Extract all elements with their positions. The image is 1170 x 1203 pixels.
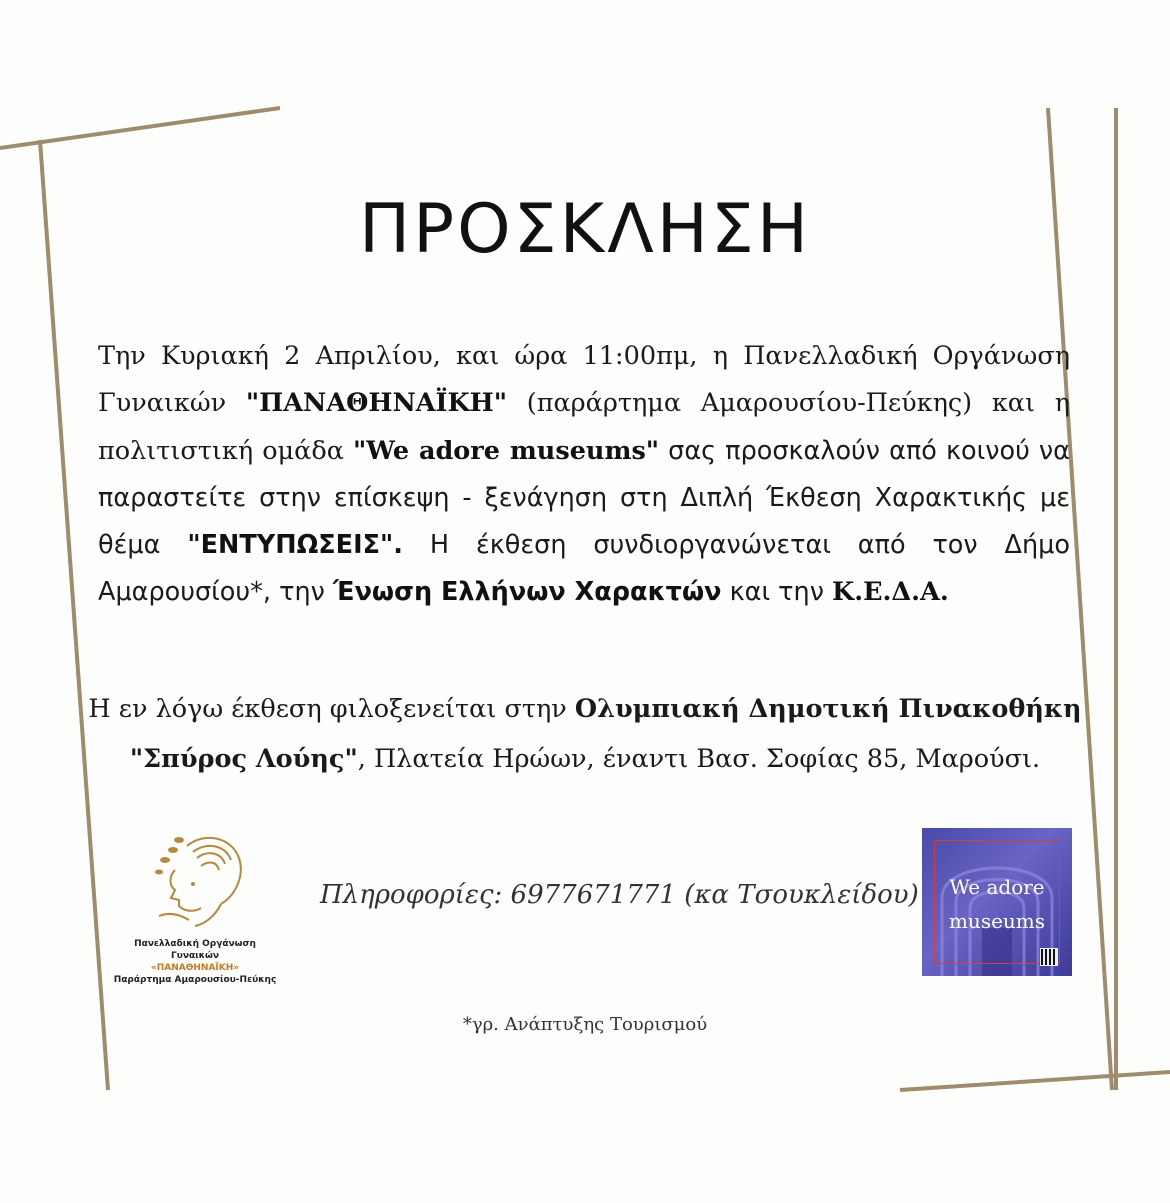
p1-bold-organization: "ΠΑΝΑΘΗΝΑΪΚΗ" xyxy=(245,388,508,419)
qr-code-icon xyxy=(1040,948,1058,966)
logo-caption-line1: Πανελλαδική Οργάνωση Γυναικών xyxy=(134,939,256,961)
panathinaiki-logo-caption xyxy=(110,938,280,986)
logo-caption-line2: «ΠΑΝΑΘΗΝΑΪΚΗ» xyxy=(150,963,240,973)
goddess-head-icon xyxy=(135,826,255,936)
p2-text-2: , Πλατεία Ηρώων, έναντι Βασ. Σοφίας 85, Μαρούσι. xyxy=(357,744,1041,774)
p2-text-1: Η εν λόγω έκθεση φιλοξενείται στην xyxy=(88,694,575,724)
panathinaiki-logo xyxy=(110,826,280,986)
p1-bold-keda: Κ.Ε.Δ.Α. xyxy=(832,577,949,608)
p1-bold-group: "We adore museums" xyxy=(353,435,660,466)
logo-text-line2: museums xyxy=(948,909,1046,933)
p1-bold-theme: "ΕΝΤΥΠΩΣΕΙΣ". xyxy=(187,530,403,561)
p1-bold-union: Ένωση Ελλήνων Χαρακτών xyxy=(333,577,722,608)
p1-text-2: (παράρτημα Αμαρουσίου-Πεύκης) και η πολιτιστική ομάδα xyxy=(98,388,1070,466)
frame-line-bottom-right xyxy=(900,1072,1170,1090)
venue-paragraph xyxy=(80,684,1090,784)
we-adore-museums-logo xyxy=(922,828,1072,976)
p1-text-5: και την xyxy=(721,577,833,608)
logo-caption-line3: Παράρτημα Αμαρουσίου-Πεύκης xyxy=(113,975,277,985)
invitation-title: ΠΡΟΣΚΛΗΣΗ xyxy=(359,190,811,269)
we-adore-museums-text xyxy=(922,870,1072,938)
p2-bold-gallery: Ολυμπιακή Δημοτική Πινακοθήκη "Σπύρος Λούης" xyxy=(129,694,1082,774)
footnote: *γρ. Ανάπτυξης Τουρισμού xyxy=(462,1014,708,1035)
logo-text-line1: We adore xyxy=(949,875,1045,899)
p1-text-4: Η έκθεση συνδιοργανώνεται από τον Δήμο Αμαρουσίου*, την xyxy=(98,530,1070,608)
p1-text-3: σας προσκαλούν από κοινού να παραστείτε στην επίσκεψη - ξενάγηση στη Διπλή Έκθεση Χαρακτικής με θέμα xyxy=(98,435,1070,561)
contact-info: Πληροφορίες: 6977671771 (κα Τσουκλείδου) xyxy=(320,880,919,910)
p1-text-1: Την Κυριακή 2 Απριλίου, και ώρα 11:00πμ, η Πανελλαδική Οργάνωση Γυναικών xyxy=(98,341,1070,419)
invitation-main-paragraph xyxy=(98,333,1070,617)
